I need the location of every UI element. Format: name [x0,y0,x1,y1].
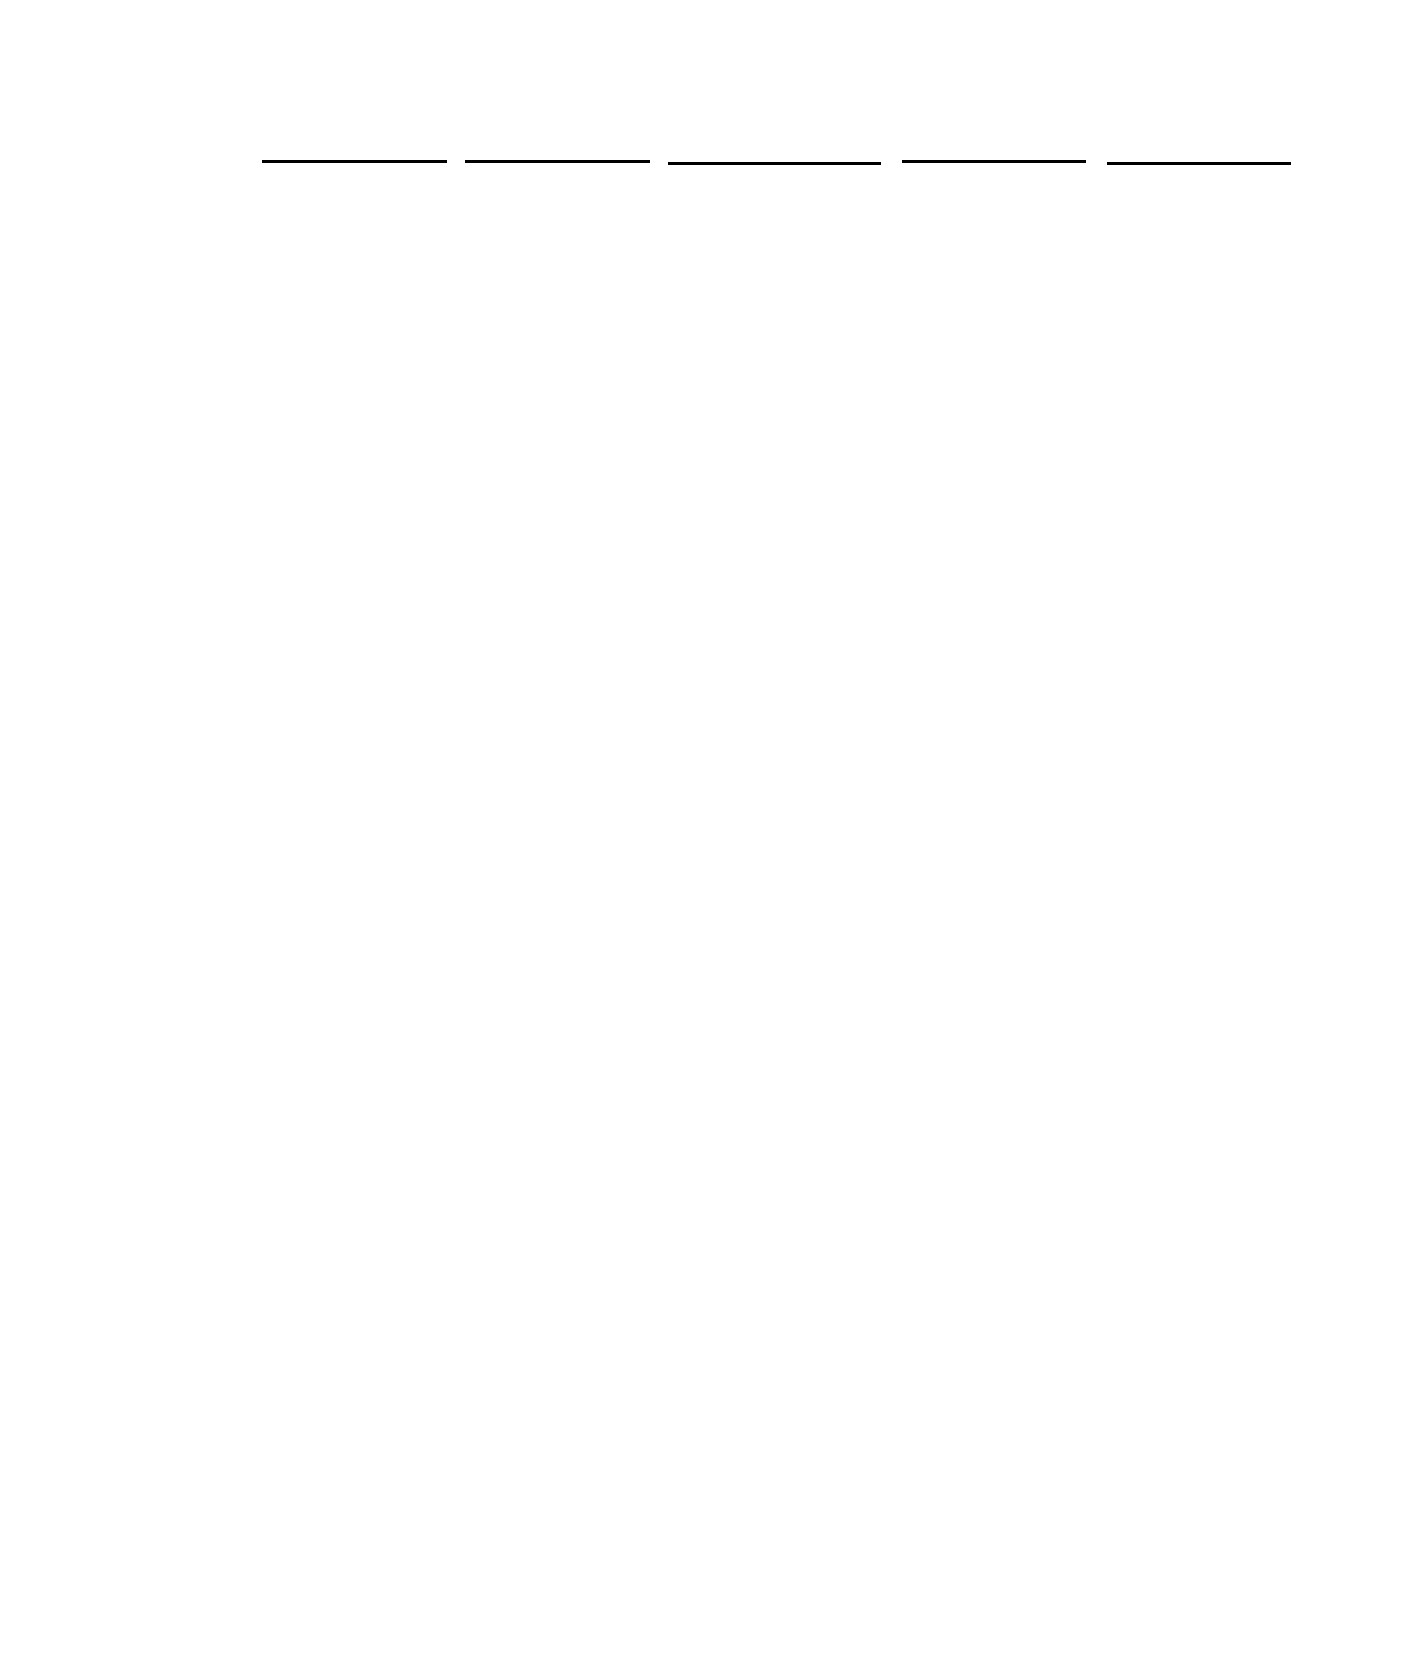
answer-blank-4[interactable] [902,160,1086,163]
answer-blank-3[interactable] [668,162,881,165]
answer-blank-5[interactable] [1107,162,1291,165]
answer-blank-2[interactable] [465,160,650,163]
answer-blank-1[interactable] [262,160,447,163]
